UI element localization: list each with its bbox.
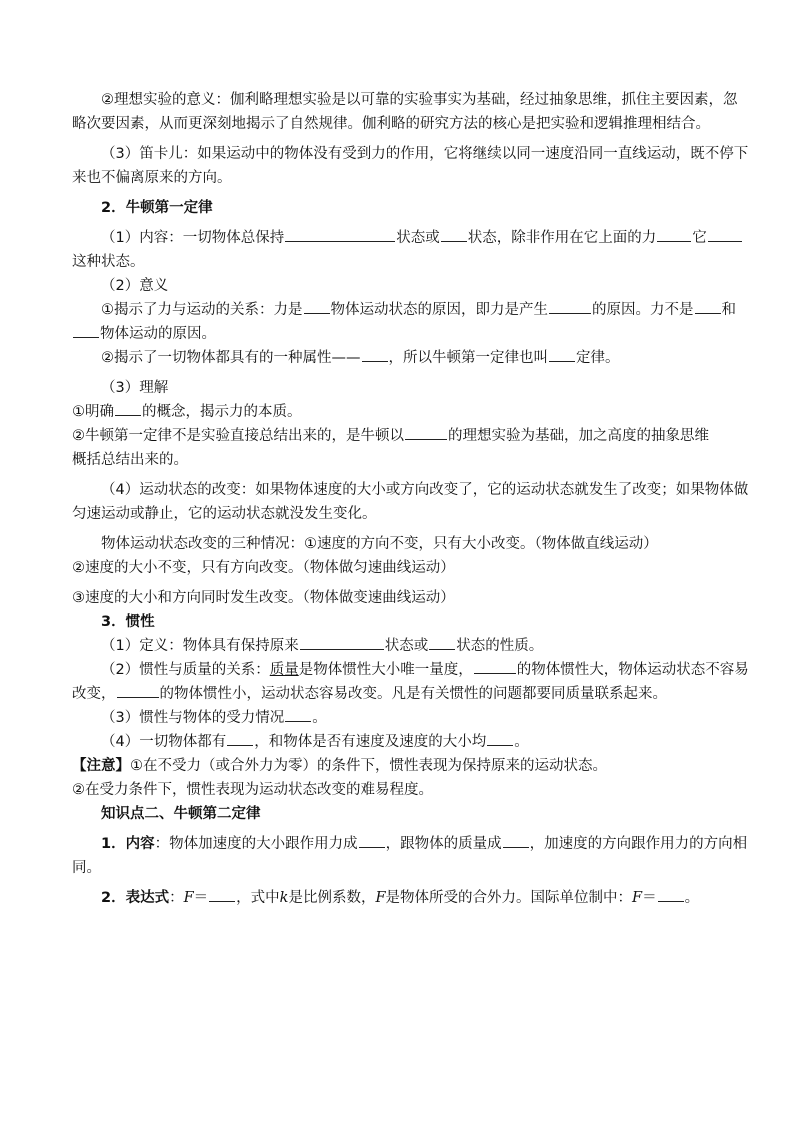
text: 是物体惯性大小唯一量度，: [298, 662, 473, 678]
fill-blank: [304, 299, 330, 314]
fill-blank: [362, 347, 388, 362]
text: 的原因。力不是: [592, 302, 694, 318]
text: 的物体惯性大，物体运动状态不容易: [516, 662, 749, 678]
text: （1）定义：物体具有保持原来: [101, 638, 299, 654]
text: 。: [514, 734, 529, 750]
heading-newton-first-law: 2．牛顿第一定律: [101, 200, 213, 216]
text: （4）一切物体都有: [101, 734, 227, 750]
fill-blank: [474, 659, 516, 674]
text: ②揭示了一切物体都具有的一种属性——: [101, 350, 361, 366]
symbol-F: F: [632, 890, 643, 906]
paragraph-inertia-force: [72, 706, 724, 730]
symbol-F: F: [375, 890, 386, 906]
fill-blank: [285, 707, 311, 722]
text: ＝: [193, 890, 209, 906]
text: 定律。: [576, 350, 620, 366]
fill-blank: [429, 635, 455, 650]
label-content: 1．内容: [101, 836, 155, 852]
text: 是比例系数，: [288, 890, 376, 906]
paragraph-expression: [72, 886, 724, 910]
label-expression: 2．表达式: [101, 890, 170, 906]
paragraph-inertia-definition: [72, 634, 724, 658]
fill-blank: [549, 347, 575, 362]
paragraph-first-law-content: [72, 226, 724, 274]
text-line: 略次要因素，从而更深刻地揭示了自然规律。伽利略的研究方法的核心是把实验和逻辑推理相结合。: [72, 116, 710, 132]
fill-blank: [487, 731, 513, 746]
note-second: ②在受力条件下，惯性表现为运动状态改变的难易程度。: [72, 782, 433, 798]
document-page: [72, 88, 749, 910]
paragraph-all-objects: [72, 730, 724, 754]
text: 改变，: [72, 686, 116, 702]
text: ，所以牛顿第一定律也叫: [388, 350, 548, 366]
fill-blank: [115, 401, 141, 416]
text: ①明确: [72, 404, 114, 420]
paragraph-descartes: [72, 142, 749, 190]
text: 的理想实验为基础，加之高度的抽象思维: [448, 428, 709, 444]
fill-blank: [658, 887, 684, 902]
text: 是物体所受的合外力。国际单位制中：: [385, 890, 633, 906]
paragraph-property: [72, 346, 724, 370]
fill-blank: [695, 299, 721, 314]
heading-inertia: 3．惯性: [101, 614, 155, 630]
text: 物体运动的原因。: [100, 326, 216, 342]
fill-blank: [359, 833, 385, 848]
fill-blank: [503, 833, 529, 848]
fill-blank: [657, 227, 691, 242]
fill-blank: [300, 635, 384, 650]
paragraph-note: [72, 754, 724, 778]
text: （1）内容：一切物体总保持: [101, 230, 285, 246]
text-line: （3）笛卡儿：如果运动中的物体没有受到力的作用，它将继续以同一速度沿同一直线运动，既不停下: [101, 146, 749, 162]
text: 状态的性质。: [456, 638, 544, 654]
fill-blank: [441, 227, 467, 242]
text: ②牛顿第一定律不是实验直接总结出来的，是牛顿以: [72, 428, 404, 444]
fill-blank: [209, 887, 235, 902]
text: 状态或: [384, 638, 429, 654]
fill-blank: [405, 425, 447, 440]
text: ，跟物体的质量成: [385, 836, 502, 852]
text: ＝: [642, 890, 657, 906]
case-two: ②速度的大小不变，只有方向改变。（物体做匀速曲线运动）: [72, 560, 455, 576]
text-line: 同。: [72, 860, 101, 876]
symbol-k: k: [279, 890, 289, 906]
paragraph-three-cases: 物体运动状态改变的三种情况：①速度的方向不变，只有大小改变。（物体做直线运动）: [101, 536, 658, 552]
fill-blank: [549, 299, 591, 314]
underlined-term: 质量: [269, 662, 299, 678]
fill-blank: [285, 227, 395, 242]
text: 。: [312, 710, 327, 726]
text-line: 概括总结出来的。: [72, 452, 188, 468]
fill-blank: [708, 227, 742, 242]
note-tag: 【注意】: [72, 758, 130, 774]
text: 的概念，揭示力的本质。: [142, 404, 302, 420]
paragraph-second-law-content: [72, 832, 748, 880]
text-line: ②理想实验的意义：伽利略理想实验是以可靠的实验事实为基础，经过抽象思维，抓住主要因素，忽: [101, 92, 738, 108]
text: ①在不受力（或合外力为零）的条件下，惯性表现为保持原来的运动状态。: [130, 758, 607, 774]
text: 状态，除非作用在它上面的力: [467, 230, 657, 246]
paragraph-force-motion: [72, 298, 736, 346]
text: ：: [169, 890, 184, 906]
text-line: 这种状态。: [72, 254, 145, 270]
subheading-understanding: （3）理解: [101, 380, 169, 396]
heading-newton-second-law: 知识点二、牛顿第二定律: [101, 806, 261, 822]
text-line: 来也不偏离原来的方向。: [72, 170, 232, 186]
paragraph-not-experimental: [72, 424, 724, 472]
subheading-significance: （2）意义: [101, 278, 169, 294]
text: 状态或: [396, 230, 440, 246]
text: ，加速度的方向跟作用力的方向相: [529, 836, 748, 852]
text: （2）惯性与质量的关系：: [101, 662, 270, 678]
text: ①揭示了力与运动的关系：力是: [101, 302, 303, 318]
paragraph-ideal-experiment: [72, 88, 738, 136]
text-line: （4）运动状态的改变：如果物体速度的大小或方向改变了，它的运动状态就发生了改变；如果物体做: [101, 482, 749, 498]
text: ，和物体是否有速度及速度的大小均: [254, 734, 487, 750]
fill-blank: [73, 323, 99, 338]
fill-blank: [227, 731, 253, 746]
paragraph-inertia-mass: [72, 658, 749, 706]
symbol-F: F: [183, 890, 194, 906]
text: ：物体加速度的大小跟作用力成: [154, 836, 358, 852]
text: 的物体惯性小，运动状态容易改变。凡是有关惯性的问题都要同质量联系起来。: [159, 686, 667, 702]
text: 它: [692, 230, 707, 246]
text: （3）惯性与物体的受力情况: [101, 710, 285, 726]
paragraph-clarify: [72, 400, 724, 424]
text: 物体运动状态的原因，即力是产生: [330, 302, 548, 318]
paragraph-state-change: [72, 478, 749, 526]
fill-blank: [117, 683, 159, 698]
case-three: ③速度的大小和方向同时发生改变。（物体做变速曲线运动）: [72, 590, 455, 606]
text: ，式中: [236, 890, 280, 906]
text: 。: [684, 890, 700, 906]
text: 和: [721, 302, 736, 318]
text-line: 匀速运动或静止，它的运动状态就没发生变化。: [72, 506, 377, 522]
